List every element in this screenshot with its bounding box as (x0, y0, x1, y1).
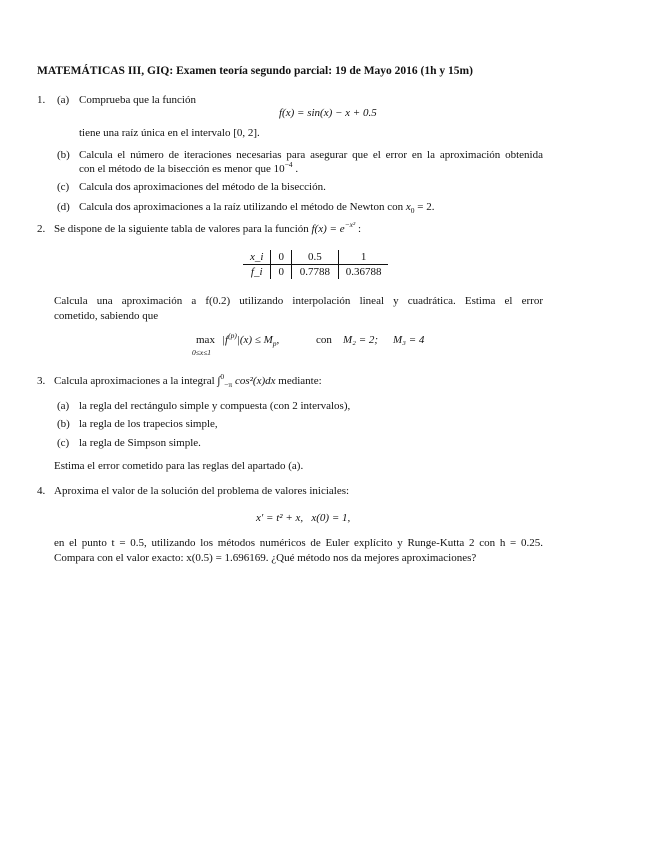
table-cell: 0.5 (291, 250, 338, 265)
question-number: 4. (37, 485, 46, 497)
question-4-text-2: en el punto t = 0.5, utilizando los métodos numéricos de Euler explícito y Runge-Kutta 2 con h = 0.25. (54, 537, 543, 549)
table-cell: 1 (338, 250, 388, 265)
function-formula: f(x) = sin(x) − x + 0.5 (279, 107, 377, 119)
text: = 2. (414, 201, 435, 213)
text: : (355, 223, 362, 235)
part-label: (b) (57, 149, 70, 161)
con-text: con (316, 334, 332, 346)
question-number: 3. (37, 375, 46, 387)
text: |(x) ≤ M (236, 334, 273, 346)
exponent: −x² (344, 220, 356, 229)
text: con el método de la bisección es menor que 10 (79, 163, 285, 175)
question-4-text: Aproxima el valor de la solución del problema de valores iniciales: (54, 485, 350, 497)
part-d-text (79, 201, 434, 214)
part-a-text: la regla del rectángulo simple y compuesta (con 2 intervalos), (79, 400, 351, 412)
exponent: −4 (284, 160, 293, 169)
superscript: (p) (228, 331, 237, 340)
table-cell: x_i (243, 250, 271, 265)
part-label: (c) (57, 181, 70, 193)
m3-value: M₃ = 4 (393, 334, 425, 346)
question-4-text-3: Compara con el valor exacto: x(0.5) = 1.696169. ¿Qué método nos da mejores aproximaciones? (54, 552, 477, 564)
question-2-text-3: cometido, sabiendo que (54, 310, 159, 322)
table-cell: f_i (250, 266, 263, 278)
subscript: 0 (410, 206, 415, 215)
table-cell: 0.7788 (291, 265, 338, 280)
part-label: (b) (57, 418, 70, 430)
max-subscript: 0≤x≤1 (192, 348, 212, 357)
question-number: 2. (37, 223, 46, 235)
part-b-text: la regla de los trapecios simple, (79, 418, 218, 430)
question-number: 1. (37, 94, 46, 106)
exam-title: MATEMÁTICAS III, GIQ: Examen teoría segundo parcial: 19 de Mayo 2016 (1h y 15m) (37, 65, 473, 77)
part-b-text: Calcula el número de iteraciones necesarias para asegurar que el error en la aproximación obtenida (79, 149, 543, 161)
integrand: cos²(x)dx (232, 375, 276, 387)
m2-value: M₂ = 2; (343, 334, 379, 346)
lower-limit: −π (224, 380, 233, 389)
max-operator: max (196, 334, 215, 346)
ode-formula: x′ = t² + x, x(0) = 1, (256, 512, 351, 524)
text: |f (222, 334, 229, 346)
text: Calcula dos aproximaciones a la raíz utilizando el método de Newton con (79, 201, 406, 213)
part-a-text: Comprueba que la función (79, 94, 196, 106)
part-label: (a) (57, 400, 70, 412)
table-cell: 0.36788 (338, 265, 388, 280)
function: f(x) = e (311, 223, 345, 235)
part-a-text-2: tiene una raíz única en el intervalo [0, 2]. (79, 127, 260, 139)
part-label: (c) (57, 437, 70, 449)
question-3-estima: Estima el error cometido para las reglas del apartado (a). (54, 460, 304, 472)
bound-formula (222, 331, 280, 348)
question-2-text-2: Calcula una aproximación a f(0.2) utilizando interpolación lineal y cuadrática. Estima el error (54, 295, 543, 307)
part-c-text: la regla de Simpson simple. (79, 437, 201, 449)
table-row (243, 265, 388, 280)
question-2-text (54, 220, 362, 236)
upper-limit: 0 (220, 372, 225, 381)
part-label: (a) (57, 94, 70, 106)
text: , (276, 334, 280, 346)
text: Se dispone de la siguiente tabla de valores para la función (54, 223, 312, 235)
question-3-text (54, 372, 322, 389)
part-label: (d) (57, 201, 70, 213)
table-cell: 0 (271, 265, 292, 280)
text: Calcula aproximaciones a la integral ∫ (54, 375, 221, 387)
part-c-text: Calcula dos aproximaciones del método de la bisección. (79, 181, 326, 193)
text: mediante: (275, 375, 322, 387)
text: . (292, 163, 299, 175)
table-row (243, 250, 388, 265)
variable: x (405, 201, 411, 213)
values-table (243, 250, 388, 279)
subscript: p (272, 339, 277, 348)
part-b-text-2 (79, 160, 299, 176)
table-cell: 0 (271, 250, 292, 265)
